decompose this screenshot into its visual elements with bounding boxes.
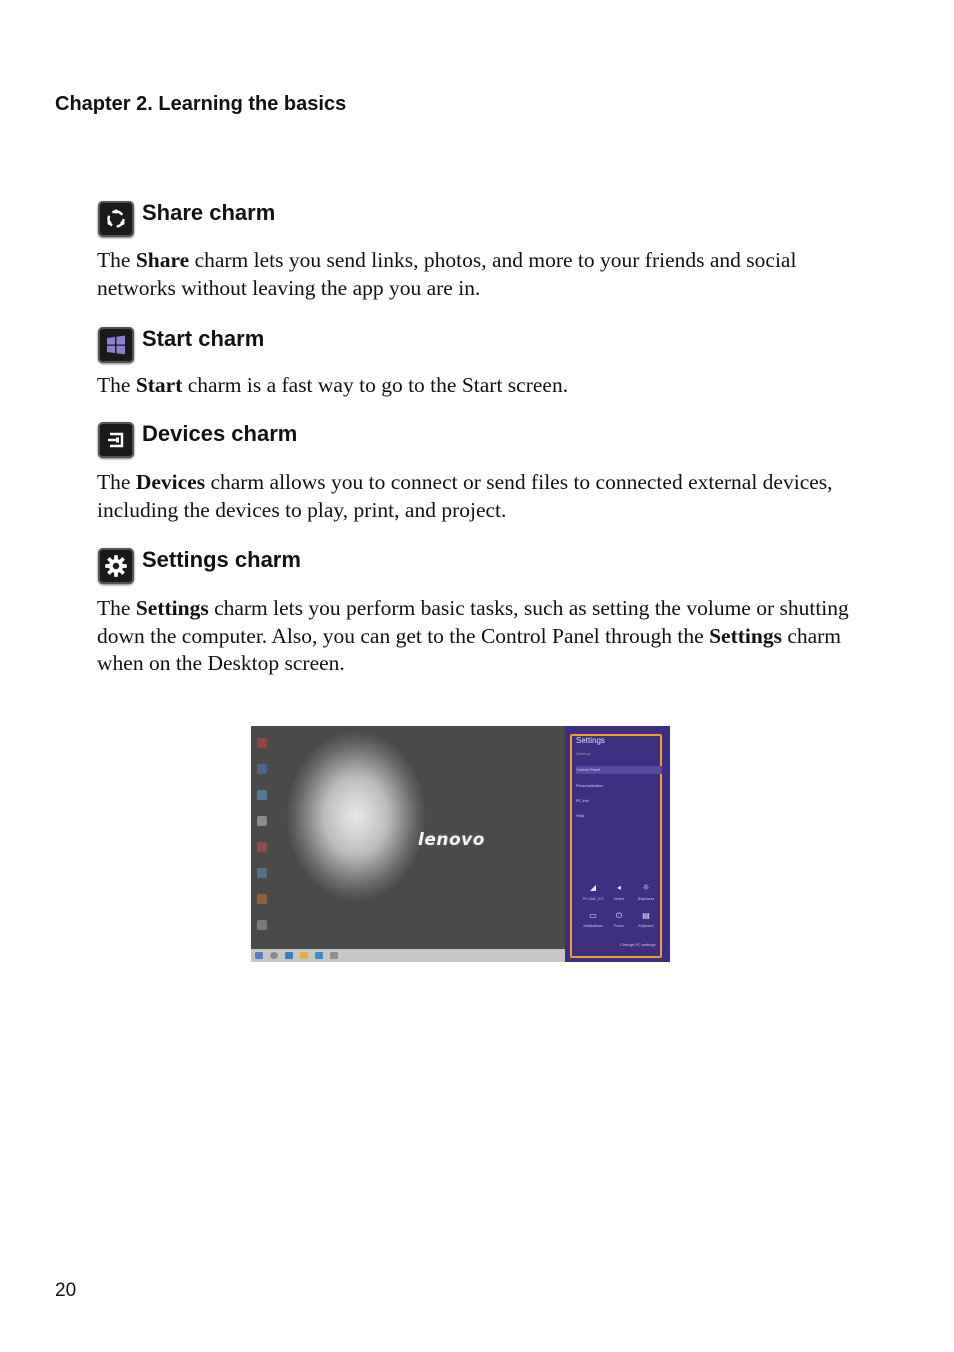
- chapter-heading: Chapter 2. Learning the basics: [55, 93, 347, 115]
- desktop-shortcut-icon: [257, 816, 267, 826]
- taskbar-app-icon: [315, 952, 323, 959]
- brightness-icon: ☼: [642, 883, 650, 892]
- settings-charm-heading: [98, 548, 301, 584]
- start-button-icon: [255, 952, 263, 959]
- desktop-wallpaper: [251, 726, 565, 962]
- desktop-shortcut-icon: [257, 920, 267, 930]
- desktop-shortcut-icon: [257, 894, 267, 904]
- start-charm-description: The Start charm is a fast way to go to the Start screen.: [97, 373, 569, 397]
- settings-charm-description: The Settings charm lets you perform basic tasks, such as setting the volume or shutting down the computer. Also, you can get to the Control Panel through the Settings charm when on the Desktop screen.: [97, 596, 849, 675]
- taskbar-app-icon: [270, 952, 278, 959]
- wifi-icon: ◢: [589, 883, 597, 892]
- change-pc-settings-link: Change PC settings: [620, 942, 656, 947]
- settings-item-pc-info: PC info: [576, 798, 590, 803]
- desktop-shortcut-icon: [257, 738, 267, 748]
- keyboard-icon: ▤: [642, 911, 650, 920]
- section-title: Devices charm: [142, 421, 298, 446]
- volume-icon: ◂: [616, 883, 621, 892]
- section-title: Start charm: [142, 326, 265, 351]
- page-number: 20: [55, 1280, 77, 1301]
- settings-item-personalization: Personalization: [576, 783, 604, 788]
- settings-item-help: Help: [576, 813, 585, 818]
- power-icon: ⏻: [615, 911, 623, 920]
- desktop-shortcut-icon: [257, 790, 267, 800]
- taskbar-folder-icon: [300, 952, 308, 959]
- desktop-shortcut-icon: [257, 764, 267, 774]
- taskbar: [251, 949, 569, 962]
- windows-start-icon: [98, 327, 134, 363]
- notifications-icon: ▭: [589, 911, 597, 920]
- quick-setting-label: Notifications: [583, 924, 603, 928]
- quick-setting-label: Keyboard: [638, 924, 654, 928]
- share-charm-heading: [98, 201, 275, 237]
- quick-setting-label: Power: [614, 924, 624, 928]
- quick-setting-label: Muted: [614, 897, 624, 901]
- devices-charm-description: The Devices charm allows you to connect or send files to connected external devices, including the devices to play, print, and project.: [97, 470, 833, 522]
- settings-pane-title: Settings: [576, 736, 605, 745]
- devices-charm-heading: [98, 422, 297, 458]
- share-icon: [98, 201, 134, 237]
- quick-setting-label: Brightness: [637, 897, 655, 901]
- taskbar-app-icon: [330, 952, 338, 959]
- gear-icon: [98, 548, 134, 584]
- start-charm-heading: [98, 327, 264, 363]
- taskbar-ie-icon: [285, 952, 293, 959]
- settings-charm-screenshot: [251, 726, 670, 962]
- settings-item-control-panel: Control Panel: [576, 766, 662, 774]
- quick-setting-label: TP-LINK_972: [582, 897, 604, 901]
- share-charm-description: The Share charm lets you send links, photos, and more to your friends and social networks without leaving the app you are in.: [97, 248, 797, 300]
- devices-icon: [98, 422, 134, 458]
- section-title: Settings charm: [142, 547, 301, 572]
- desktop-shortcut-icon: [257, 842, 267, 852]
- settings-pane: [565, 726, 670, 962]
- section-title: Share charm: [142, 200, 276, 225]
- settings-item-desktop: Desktop: [576, 751, 591, 756]
- lenovo-logo: lenovo: [418, 830, 485, 850]
- desktop-shortcut-icon: [257, 868, 267, 878]
